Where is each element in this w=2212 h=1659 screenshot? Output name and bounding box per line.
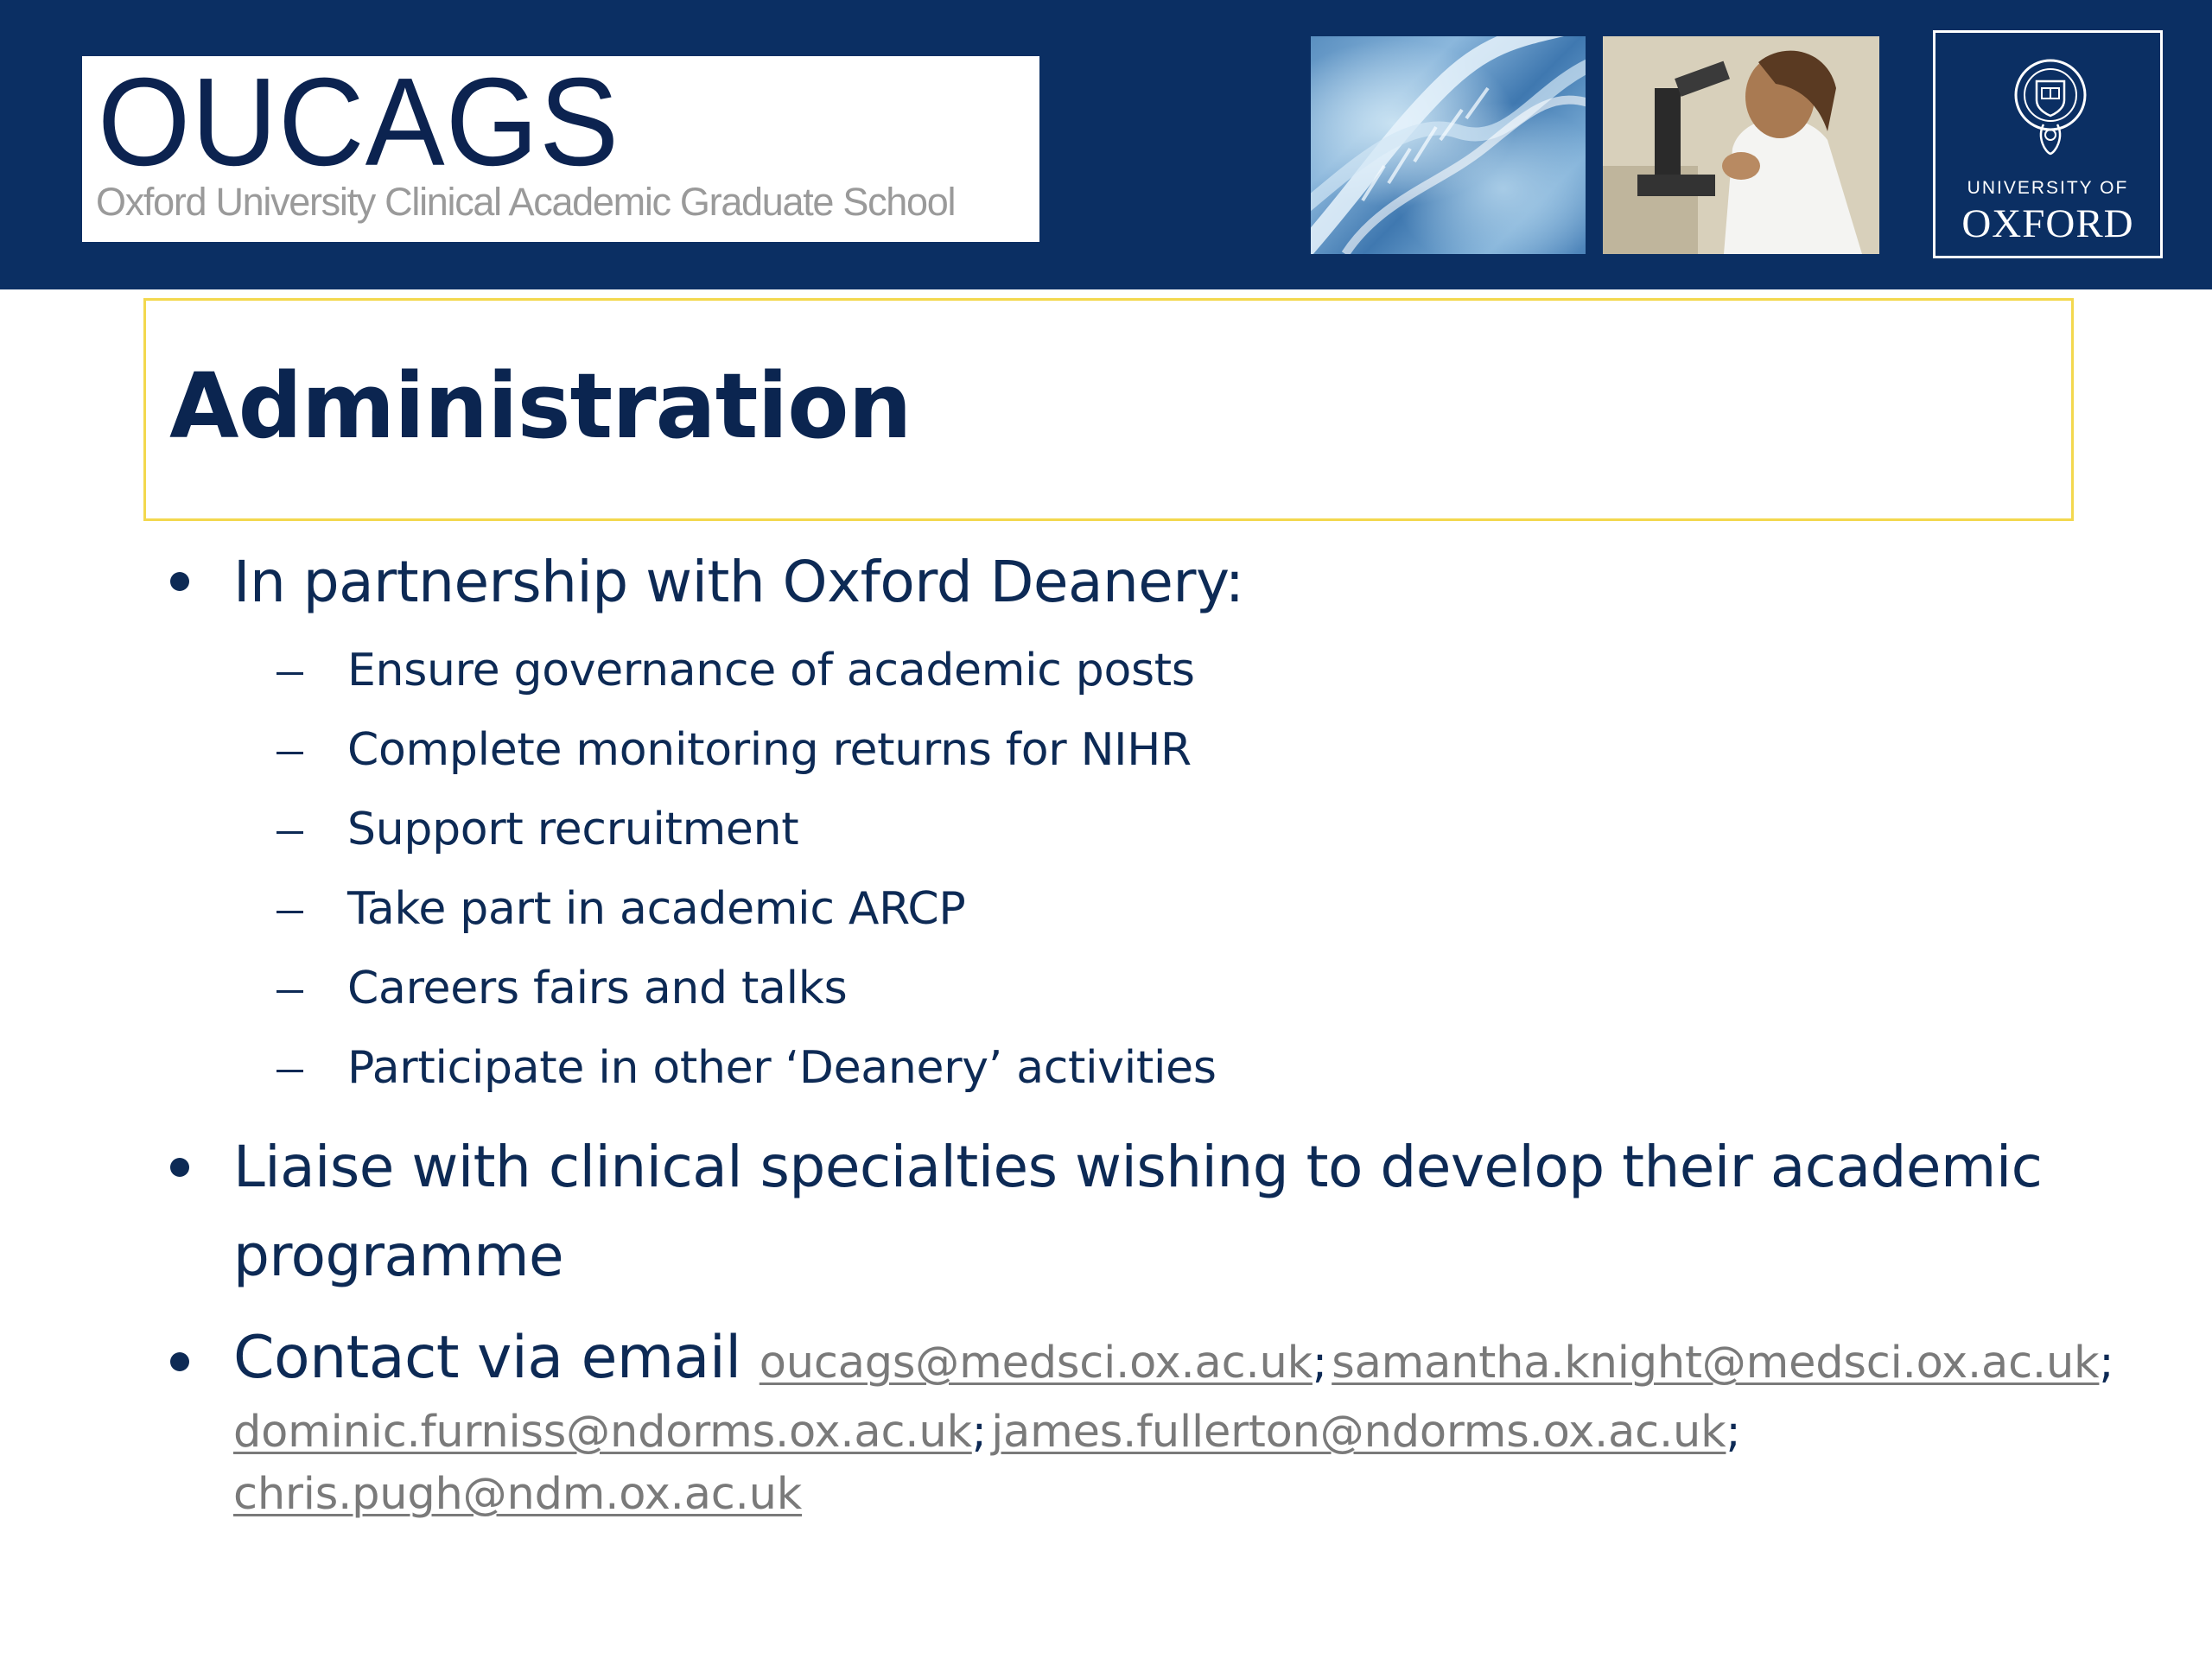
sub-dash [276,911,303,913]
separator: ; [971,1407,987,1458]
oxford-logo-small-text: UNIVERSITY OF [1967,178,2129,198]
slide-title: Administration [169,353,912,459]
sub-item: Participate in other ‘Deanery’ activities [347,1042,1217,1094]
header-banner [0,0,2212,289]
sub-item: Careers fairs and talks [347,963,848,1014]
contact-line-2 [233,1407,1741,1458]
contact-line-3 [233,1469,802,1520]
sub-dash [276,752,303,754]
sub-item: Complete monitoring returns for NIHR [347,724,1192,776]
oxford-crest-icon [2011,55,2090,157]
sub-dash [276,1070,303,1072]
sub-dash [276,990,303,993]
scientist-microscope-image [1603,36,1879,254]
email-link-samantha-knight[interactable]: samantha.knight@medsci.ox.ac.uk [1332,1338,2100,1389]
separator: ; [1726,1407,1741,1458]
contact-line-1 [233,1324,2152,1392]
email-link-oucags[interactable]: oucags@medsci.ox.ac.uk [759,1338,1313,1389]
title-box [143,298,2074,521]
bullet-dot [170,1352,189,1371]
sub-item: Take part in academic ARCP [347,883,966,935]
dna-helix-image [1311,36,1586,254]
bullet-text-line2: programme [233,1223,564,1289]
bullet-text: In partnership with Oxford Deanery: [233,549,1244,615]
bullet-dot [170,572,189,591]
sub-item: Ensure governance of academic posts [347,645,1195,696]
email-link-james-fullerton[interactable]: james.fullerton@ndorms.ox.ac.uk [991,1407,1726,1458]
bullet-text-line1: Liaise with clinical specialties wishing to develop their academic [233,1134,2043,1200]
sub-dash [276,831,303,834]
oxford-logo-big-text: OXFORD [1961,201,2134,246]
university-of-oxford-logo [1933,30,2163,258]
sub-item: Support recruitment [347,804,799,855]
contact-label: Contact via email [233,1324,741,1392]
separator: ; [2099,1338,2114,1389]
sub-dash [276,672,303,675]
email-link-dominic-furniss[interactable]: dominic.furniss@ndorms.ox.ac.uk [233,1407,972,1458]
oucags-logo [82,52,1039,242]
logo-title: OUCAGS [98,52,620,193]
bullet-dot [170,1158,189,1177]
separator: ; [1312,1338,1328,1389]
email-link-chris-pugh[interactable]: chris.pugh@ndm.ox.ac.uk [233,1469,803,1520]
logo-subtitle: Oxford University Clinical Academic Graduate School [96,180,956,224]
